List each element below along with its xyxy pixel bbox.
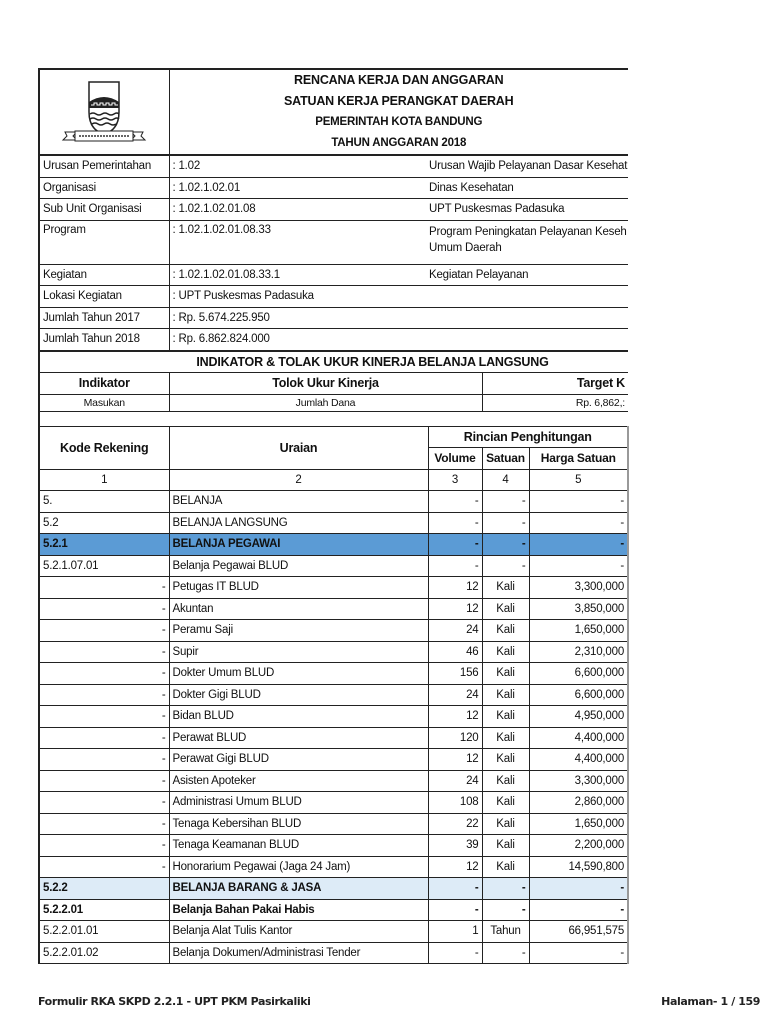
satuan-cell: - <box>482 899 529 921</box>
satuan-cell: Kali <box>482 684 529 706</box>
budget-rows <box>39 491 628 964</box>
volume-cell: - <box>428 942 482 964</box>
kode-rekening-cell: 5.2.2.01.02 <box>39 942 169 964</box>
header-table <box>38 68 628 155</box>
rincian-header: Rincian Penghitungan <box>428 426 628 448</box>
satuan-header: Satuan <box>482 448 529 470</box>
harga-satuan-cell: - <box>529 878 628 900</box>
column-number-row <box>39 469 628 491</box>
kode-rekening-cell: - <box>39 727 169 749</box>
indikator-value: Masukan <box>39 394 169 411</box>
volume-cell: 39 <box>428 835 482 857</box>
kode-rekening-cell: - <box>39 641 169 663</box>
volume-cell: - <box>428 512 482 534</box>
info-desc-line-2: Umum Daerah <box>429 241 502 254</box>
volume-cell: 156 <box>428 663 482 685</box>
uraian-cell: Honorarium Pegawai (Jaga 24 Jam) <box>169 856 428 878</box>
kode-rekening-cell: 5.2.2.01 <box>39 899 169 921</box>
volume-cell: 46 <box>428 641 482 663</box>
harga-satuan-header: Harga Satuan <box>529 448 628 470</box>
harga-satuan-cell: 2,200,000 <box>529 835 628 857</box>
kode-rekening-cell: - <box>39 749 169 771</box>
volume-cell: 12 <box>428 706 482 728</box>
budget-row <box>39 792 628 814</box>
info-code: : 1.02.1.02.01 <box>169 177 426 199</box>
info-code: : Rp. 5.674.225.950 <box>169 307 426 329</box>
info-code: : UPT Puskesmas Padasuka <box>169 286 426 308</box>
kode-rekening-cell: - <box>39 620 169 642</box>
info-row-sub-unit <box>39 199 628 221</box>
col-number: 5 <box>529 469 628 491</box>
budget-row <box>39 835 628 857</box>
uraian-cell: BELANJA PEGAWAI <box>169 534 428 556</box>
indikator-header: Indikator <box>39 373 169 395</box>
info-code: : 1.02.1.02.01.08.33.1 <box>169 264 426 286</box>
kode-rekening-cell: - <box>39 835 169 857</box>
satuan-cell: Kali <box>482 663 529 685</box>
harga-satuan-cell: 4,400,000 <box>529 749 628 771</box>
volume-header: Volume <box>428 448 482 470</box>
budget-row <box>39 555 628 577</box>
satuan-cell: - <box>482 534 529 556</box>
volume-cell: 24 <box>428 684 482 706</box>
kode-rekening-cell: 5.2.2 <box>39 878 169 900</box>
budget-row <box>39 534 628 556</box>
info-desc: Dinas Kesehatan <box>426 177 628 199</box>
kode-rekening-cell: - <box>39 684 169 706</box>
target-value: Rp. 6,862,: <box>482 394 628 411</box>
info-label: Kegiatan <box>39 264 169 286</box>
info-row-jumlah-2018 <box>39 329 628 351</box>
budget-row <box>39 577 628 599</box>
satuan-cell: Kali <box>482 620 529 642</box>
harga-satuan-cell: 3,300,000 <box>529 770 628 792</box>
volume-cell: 120 <box>428 727 482 749</box>
uraian-cell: Asisten Apoteker <box>169 770 428 792</box>
title-line-2: SATUAN KERJA PERANGKAT DAERAH <box>284 94 514 108</box>
satuan-cell: - <box>482 555 529 577</box>
harga-satuan-cell: - <box>529 491 628 513</box>
budget-row <box>39 641 628 663</box>
col-number: 1 <box>39 469 169 491</box>
uraian-cell: Belanja Pegawai BLUD <box>169 555 428 577</box>
info-label: Program <box>39 220 169 264</box>
kode-rekening-cell: - <box>39 663 169 685</box>
uraian-cell: Tenaga Kebersihan BLUD <box>169 813 428 835</box>
volume-cell: - <box>428 534 482 556</box>
volume-cell: - <box>428 555 482 577</box>
harga-satuan-cell: 6,600,000 <box>529 663 628 685</box>
satuan-cell: Kali <box>482 770 529 792</box>
info-row-organisasi <box>39 177 628 199</box>
info-desc-line-1: Program Peningkatan Pelayanan Keseh <box>429 225 627 238</box>
info-label: Sub Unit Organisasi <box>39 199 169 221</box>
volume-cell: 12 <box>428 856 482 878</box>
volume-cell: 12 <box>428 749 482 771</box>
harga-satuan-cell: 1,650,000 <box>529 620 628 642</box>
budget-row <box>39 942 628 964</box>
uraian-cell: Akuntan <box>169 598 428 620</box>
harga-satuan-cell: - <box>529 555 628 577</box>
uraian-cell: Petugas IT BLUD <box>169 577 428 599</box>
uraian-cell: BELANJA <box>169 491 428 513</box>
uraian-cell: Bidan BLUD <box>169 706 428 728</box>
kode-rekening-cell: 5.2.1 <box>39 534 169 556</box>
info-desc <box>426 220 628 264</box>
harga-satuan-cell: 3,850,000 <box>529 598 628 620</box>
volume-cell: 24 <box>428 770 482 792</box>
uraian-cell: Belanja Bahan Pakai Habis <box>169 899 428 921</box>
harga-satuan-cell: 2,310,000 <box>529 641 628 663</box>
info-label: Jumlah Tahun 2018 <box>39 329 169 351</box>
uraian-cell: Dokter Gigi BLUD <box>169 684 428 706</box>
volume-cell: - <box>428 491 482 513</box>
volume-cell: 24 <box>428 620 482 642</box>
uraian-cell: Perawat Gigi BLUD <box>169 749 428 771</box>
info-label: Organisasi <box>39 177 169 199</box>
kode-rekening-cell: 5.2.1.07.01 <box>39 555 169 577</box>
info-row-urusan <box>39 156 628 178</box>
satuan-cell: - <box>482 878 529 900</box>
title-cell <box>169 69 628 155</box>
kode-rekening-cell: - <box>39 813 169 835</box>
budget-row <box>39 706 628 728</box>
satuan-cell: - <box>482 942 529 964</box>
col-number: 3 <box>428 469 482 491</box>
satuan-cell: Kali <box>482 749 529 771</box>
budget-row <box>39 899 628 921</box>
uraian-cell: Administrasi Umum BLUD <box>169 792 428 814</box>
satuan-cell: Kali <box>482 792 529 814</box>
volume-cell: 1 <box>428 921 482 943</box>
uraian-cell: Belanja Alat Tulis Kantor <box>169 921 428 943</box>
satuan-cell: Kali <box>482 856 529 878</box>
col-number: 2 <box>169 469 428 491</box>
info-desc: Kegiatan Pelayanan <box>426 264 628 286</box>
budget-row <box>39 878 628 900</box>
info-code: : 1.02.1.02.01.08.33 <box>169 220 426 264</box>
kota-bandung-crest-icon <box>59 78 149 144</box>
harga-satuan-cell: 14,590,800 <box>529 856 628 878</box>
volume-cell: 12 <box>428 577 482 599</box>
info-table <box>38 155 628 351</box>
info-desc <box>426 307 628 329</box>
volume-cell: - <box>428 878 482 900</box>
harga-satuan-cell: 4,950,000 <box>529 706 628 728</box>
info-label: Jumlah Tahun 2017 <box>39 307 169 329</box>
kode-rekening-cell: - <box>39 792 169 814</box>
harga-satuan-cell: 3,300,000 <box>529 577 628 599</box>
harga-satuan-cell: - <box>529 512 628 534</box>
satuan-cell: Kali <box>482 835 529 857</box>
volume-cell: 12 <box>428 598 482 620</box>
info-row-jumlah-2017 <box>39 307 628 329</box>
uraian-cell: Perawat BLUD <box>169 727 428 749</box>
kode-rekening-header: Kode Rekening <box>39 426 169 469</box>
harga-satuan-cell: 6,600,000 <box>529 684 628 706</box>
kode-rekening-cell: 5. <box>39 491 169 513</box>
title-line-1: RENCANA KERJA DAN ANGGARAN <box>294 73 504 87</box>
info-code: : 1.02 <box>169 156 426 178</box>
satuan-cell: Tahun <box>482 921 529 943</box>
info-row-program <box>39 220 628 264</box>
rka-sheet <box>38 68 627 964</box>
spacer-row <box>39 411 628 426</box>
volume-cell: - <box>428 899 482 921</box>
volume-cell: 22 <box>428 813 482 835</box>
satuan-cell: Kali <box>482 706 529 728</box>
uraian-cell: Belanja Dokumen/Administrasi Tender <box>169 942 428 964</box>
budget-row <box>39 856 628 878</box>
tolok-ukur-header: Tolok Ukur Kinerja <box>169 373 482 395</box>
budget-table <box>38 426 629 965</box>
budget-row <box>39 684 628 706</box>
uraian-header: Uraian <box>169 426 428 469</box>
kode-rekening-cell: - <box>39 577 169 599</box>
info-desc: Urusan Wajib Pelayanan Dasar Kesehat <box>426 156 628 178</box>
target-header: Target K <box>482 373 628 395</box>
info-code: : 1.02.1.02.01.08 <box>169 199 426 221</box>
logo-cell <box>39 69 169 155</box>
budget-row <box>39 663 628 685</box>
satuan-cell: Kali <box>482 727 529 749</box>
footer-page-number: Halaman- 1 / 159 <box>661 995 760 1008</box>
satuan-cell: - <box>482 491 529 513</box>
satuan-cell: Kali <box>482 813 529 835</box>
title-line-4: TAHUN ANGGARAN 2018 <box>331 137 467 149</box>
footer-form-label: Formulir RKA SKPD 2.2.1 - UPT PKM Pasirkaliki <box>38 995 311 1008</box>
uraian-cell: Dokter Umum BLUD <box>169 663 428 685</box>
uraian-cell: Supir <box>169 641 428 663</box>
harga-satuan-cell: - <box>529 534 628 556</box>
uraian-cell: BELANJA LANGSUNG <box>169 512 428 534</box>
harga-satuan-cell: 1,650,000 <box>529 813 628 835</box>
satuan-cell: Kali <box>482 641 529 663</box>
harga-satuan-cell: - <box>529 899 628 921</box>
kode-rekening-cell: 5.2 <box>39 512 169 534</box>
budget-row <box>39 727 628 749</box>
harga-satuan-cell: 66,951,575 <box>529 921 628 943</box>
kode-rekening-cell: - <box>39 706 169 728</box>
info-code: : Rp. 6.862.824.000 <box>169 329 426 351</box>
budget-row <box>39 491 628 513</box>
tolok-ukur-value: Jumlah Dana <box>169 394 482 411</box>
info-row-kegiatan <box>39 264 628 286</box>
satuan-cell: Kali <box>482 598 529 620</box>
uraian-cell: BELANJA BARANG & JASA <box>169 878 428 900</box>
col-number: 4 <box>482 469 529 491</box>
uraian-cell: Tenaga Keamanan BLUD <box>169 835 428 857</box>
budget-row <box>39 620 628 642</box>
info-label: Urusan Pemerintahan <box>39 156 169 178</box>
harga-satuan-cell: 4,400,000 <box>529 727 628 749</box>
budget-row <box>39 921 628 943</box>
kode-rekening-cell: - <box>39 598 169 620</box>
info-desc <box>426 329 628 351</box>
info-desc <box>426 286 628 308</box>
budget-row <box>39 749 628 771</box>
budget-row <box>39 512 628 534</box>
satuan-cell: - <box>482 512 529 534</box>
indikator-section-title: INDIKATOR & TOLAK UKUR KINERJA BELANJA LANGSUNG <box>39 351 628 373</box>
volume-cell: 108 <box>428 792 482 814</box>
info-desc: UPT Puskesmas Padasuka <box>426 199 628 221</box>
harga-satuan-cell: - <box>529 942 628 964</box>
budget-row <box>39 770 628 792</box>
kode-rekening-cell: - <box>39 770 169 792</box>
budget-row <box>39 813 628 835</box>
kode-rekening-cell: 5.2.2.01.01 <box>39 921 169 943</box>
info-label: Lokasi Kegiatan <box>39 286 169 308</box>
kode-rekening-cell: - <box>39 856 169 878</box>
indikator-table <box>38 351 628 426</box>
info-row-lokasi <box>39 286 628 308</box>
harga-satuan-cell: 2,860,000 <box>529 792 628 814</box>
satuan-cell: Kali <box>482 577 529 599</box>
budget-row <box>39 598 628 620</box>
title-line-3: PEMERINTAH KOTA BANDUNG <box>315 116 483 128</box>
uraian-cell: Peramu Saji <box>169 620 428 642</box>
